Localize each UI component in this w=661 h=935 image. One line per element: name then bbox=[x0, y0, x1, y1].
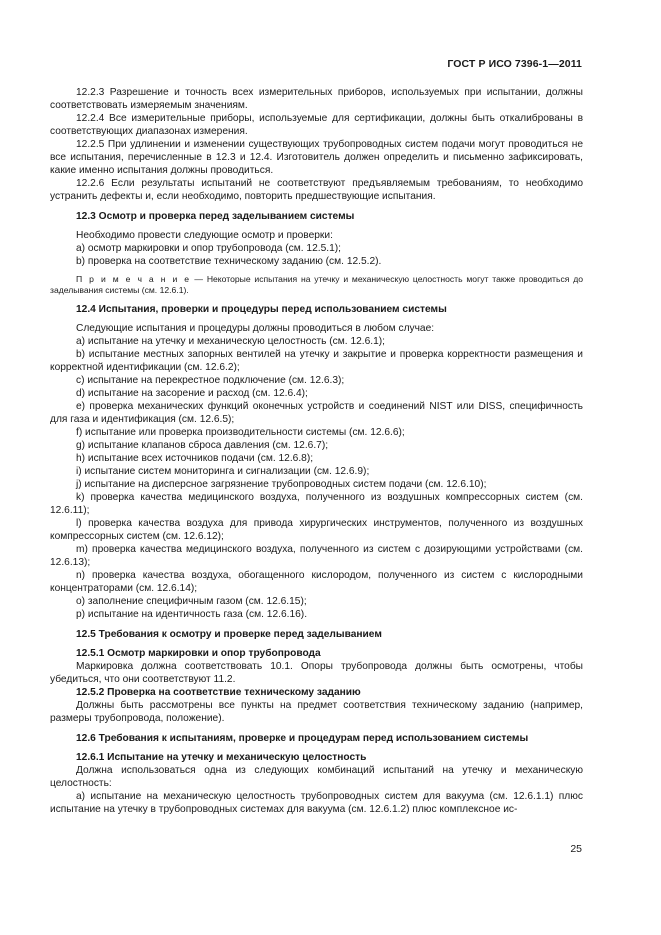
section-heading-12-5: 12.5 Требования к осмотру и проверке перед заделыванием bbox=[76, 629, 382, 640]
list-item: j) испытание на дисперсное загрязнение трубопроводных систем подачи (см. 12.6.10); bbox=[76, 479, 487, 490]
subsection-heading-12-5-2: 12.5.2 Проверка на соответствие техническому заданию bbox=[76, 687, 361, 698]
list-item: m) проверка качества медицинского воздуха, полученного из систем с дозирующими устройствами (см. 12.6.13); bbox=[50, 544, 583, 568]
document-body bbox=[50, 86, 583, 816]
list-item: a) испытание на утечку и механическую целостность (см. 12.6.1); bbox=[76, 336, 385, 347]
list-item: n) проверка качества воздуха, обогащенного кислородом, полученного из систем с кислородными концентраторами (см. 12.6.14); bbox=[50, 570, 583, 594]
list-item: f) испытание или проверка производительности системы (см. 12.6.6); bbox=[76, 427, 405, 438]
document-header: ГОСТ Р ИСО 7396-1—2011 bbox=[447, 58, 582, 70]
section-heading-12-4: 12.4 Испытания, проверки и процедуры перед использованием системы bbox=[76, 304, 447, 315]
paragraph-12-6-1: Должна использоваться одна из следующих комбинаций испытаний на утечку и механическую целостность: bbox=[50, 765, 583, 789]
list-item: d) испытание на засорение и расход (см. 12.6.4); bbox=[76, 388, 308, 399]
list-item: h) испытание всех источников подачи (см. 12.6.8); bbox=[76, 453, 314, 464]
list-item: i) испытание систем мониторинга и сигнализации (см. 12.6.9); bbox=[76, 466, 370, 477]
list-item: a) осмотр маркировки и опор трубопровода (см. 12.5.1); bbox=[76, 243, 341, 254]
paragraph-12-5-1: Маркировка должна соответствовать 10.1. Опоры трубопровода должны быть осмотрены, чтобы убедиться, что они соответствуют 11.2. bbox=[50, 661, 583, 685]
note-label: П р и м е ч а н и е bbox=[76, 274, 191, 284]
subsection-heading-12-5-1: 12.5.1 Осмотр маркировки и опор трубопровода bbox=[76, 648, 321, 659]
note-text: — Некоторые испытания на утечку и механическую целостность могут также проводиться до заделывания системы (см. 12.6.1). bbox=[50, 274, 583, 295]
list-item: b) испытание местных запорных вентилей на утечку и закрытие и проверка корректности размещения и корректной идентификации (см. 12.6.2); bbox=[50, 349, 583, 373]
paragraph-12-2-4: 12.2.4 Все измерительные приборы, используемые для сертификации, должны быть откалиброваны в соответствующих диапазонах измерения. bbox=[50, 113, 583, 137]
list-item: g) испытание клапанов сброса давления (см. 12.6.7); bbox=[76, 440, 329, 451]
paragraph-12-2-6: 12.2.6 Если результаты испытаний не соответствуют предъявляемым требованиям, то необходимо устранить дефекты и, если необходимо, повторить предшествующие испытания. bbox=[50, 178, 583, 202]
section-heading-12-3: 12.3 Осмотр и проверка перед заделыванием системы bbox=[76, 211, 355, 222]
paragraph-12-2-5: 12.2.5 При удлинении и изменении существующих трубопроводных систем подачи могут проводиться не все испытания, перечисленные в 12.3 и 12.4. Изготовитель должен определить и письменно зафиксировать, какие именно испытания должны проводиться. bbox=[50, 139, 583, 176]
page-number: 25 bbox=[570, 843, 582, 855]
list-item: o) заполнение специфичным газом (см. 12.6.15); bbox=[76, 596, 307, 607]
list-item: b) проверка на соответствие техническому заданию (см. 12.5.2). bbox=[76, 256, 382, 267]
list-item: c) испытание на перекрестное подключение (см. 12.6.3); bbox=[76, 375, 345, 386]
paragraph-12-5-2: Должны быть рассмотрены все пункты на предмет соответствия техническому заданию (например, размеры трубопровода, положение). bbox=[50, 700, 583, 724]
list-item: e) проверка механических функций оконечных устройств и соединений NIST или DISS, специфичность для газа и идентификация (см. 12.6.5); bbox=[50, 401, 583, 425]
list-item: k) проверка качества медицинского воздуха, полученного из воздушных компрессорных систем (см. 12.6.11); bbox=[50, 492, 583, 516]
note bbox=[50, 274, 583, 296]
subsection-heading-12-6-1: 12.6.1 Испытание на утечку и механическую целостность bbox=[76, 752, 367, 763]
list-item: l) проверка качества воздуха для привода хирургических инструментов, полученного из воздушных компрессорных систем (см. 12.6.12); bbox=[50, 518, 583, 542]
list-item: a) испытание на механическую целостность трубопроводных систем для вакуума (см. 12.6.1.1) плюс испытание на утечку в трубопроводных системах для вакуума (см. 12.6.1.2) плюс комплексное ис- bbox=[50, 791, 583, 815]
list-intro: Следующие испытания и процедуры должны проводиться в любом случае: bbox=[76, 323, 435, 334]
paragraph-12-2-3: 12.2.3 Разрешение и точность всех измерительных приборов, используемых при испытании, должны соответствовать измеряемым значениям. bbox=[50, 87, 583, 111]
list-intro: Необходимо провести следующие осмотр и проверки: bbox=[76, 230, 333, 241]
section-heading-12-6: 12.6 Требования к испытаниям, проверке и процедурам перед использованием системы bbox=[76, 733, 529, 744]
list-item: p) испытание на идентичность газа (см. 12.6.16). bbox=[76, 609, 308, 620]
